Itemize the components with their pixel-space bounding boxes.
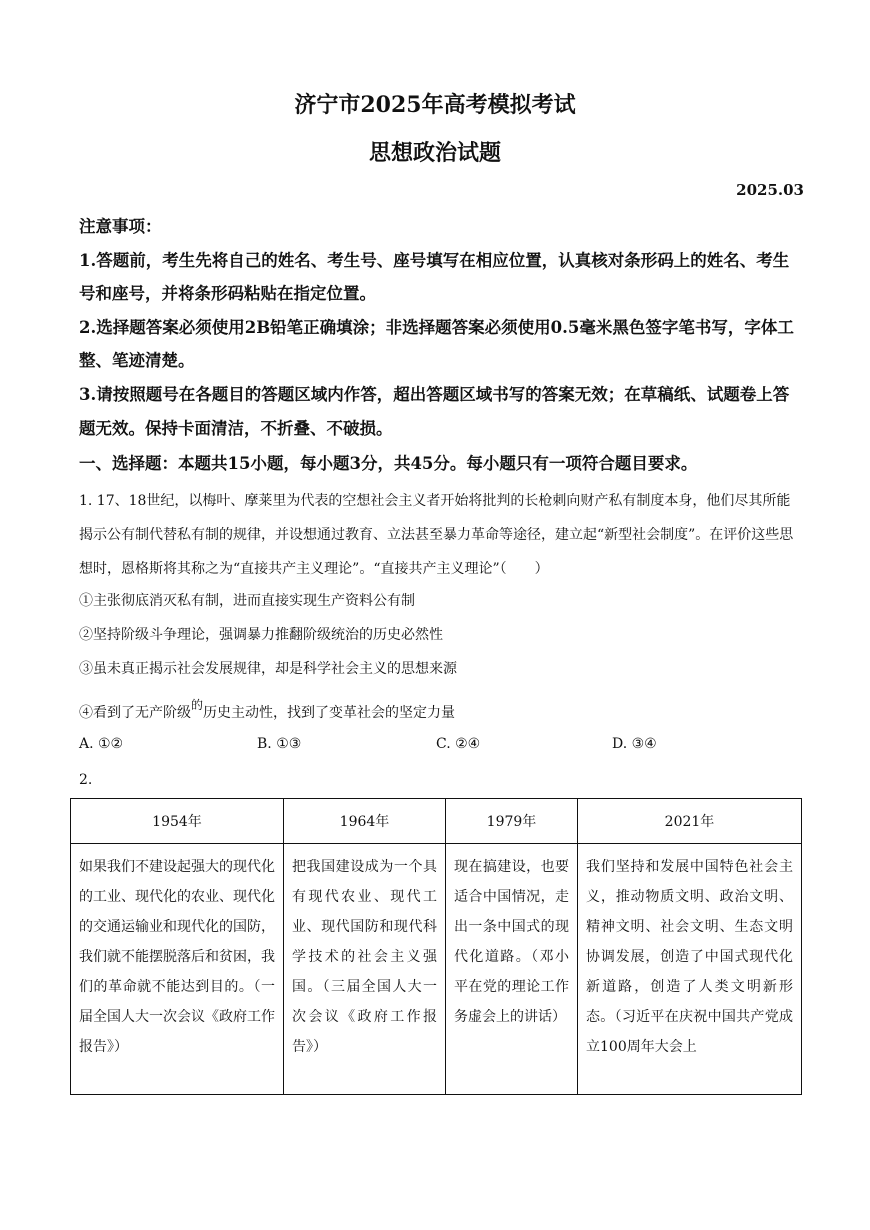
header-1954: 1954年 — [71, 799, 284, 844]
notes-block — [79, 210, 801, 445]
table-row — [71, 844, 802, 1095]
choice-c[interactable]: C. ②④ — [436, 736, 481, 752]
cell-1979: 现在搞建设，也要适合中国情况，走出一条中国式的现代化道路。（邓小平在党的理论工作务虚会上的讲话） — [446, 844, 578, 1095]
exam-title: 济宁市2025年高考模拟考试 — [294, 92, 576, 118]
notes-item-1: 1.答题前，考生先将自己的姓名、考生号、座号填写在相应位置，认真核对条形码上的姓名、考生号和座号，并将条形码粘贴在指定位置。 — [79, 250, 790, 304]
header-1979: 1979年 — [446, 799, 578, 844]
header-2021: 2021年 — [578, 799, 802, 844]
cell-1964: 把我国建设成为一个具有现代农业、现代工业、现代国防和现代科学技术的社会主义强国。（三届全国人大一次会议《政府工作报告》） — [284, 844, 446, 1095]
choice-b[interactable]: B. ①③ — [257, 736, 302, 752]
option-4-text-a: ④看到了无产阶级 — [79, 705, 191, 721]
choice-d[interactable]: D. ③④ — [612, 736, 657, 752]
cell-2021: 我们坚持和发展中国特色社会主义，推动物质文明、政治文明、精神文明、社会文明、生态文明协调发展，创造了中国式现代化新道路，创造了人类文明新形态。（习近平在庆祝中国共产党成立100周年大会上 — [578, 844, 802, 1095]
cell-1954: 如果我们不建设起强大的现代化的工业、现代化的农业、现代化的交通运输业和现代化的国防，我们就不能摆脱落后和贫困，我们的革命就不能达到目的。（一届全国人大一次会议《政府工作报告》） — [71, 844, 284, 1095]
table-header-row — [71, 799, 802, 844]
notes-item-3: 3.请按照题号在各题目的答题区域内作答，超出答题区域书写的答案无效；在草稿纸、试题卷上答题无效。保持卡面清洁，不折叠、不破损。 — [79, 384, 790, 438]
notes-heading: 注意事项： — [79, 217, 162, 236]
choice-a[interactable]: A. ①② — [79, 736, 124, 752]
exam-date: 2025.03 — [736, 181, 804, 199]
question-1-option-1: ①主张彻底消灭私有制，进而直接实现生产资料公有制 — [79, 593, 415, 609]
question-1-option-3: ③虽未真正揭示社会发展规律，却是科学社会主义的思想来源 — [79, 661, 457, 677]
notes-item-2: 2.选择题答案必须使用2B铅笔正确填涂；非选择题答案必须使用0.5毫米黑色签字笔书写，字体工整、笔迹清楚。 — [79, 317, 794, 371]
option-4-superscript: 的 — [191, 698, 204, 712]
section-heading: 一、选择题：本题共15小题，每小题3分，共45分。每小题只有一项符合题目要求。 — [79, 454, 698, 473]
option-4-text-b: 历史主动性，找到了变革社会的坚定力量 — [203, 705, 456, 721]
question-1-option-4 — [79, 698, 456, 722]
exam-subject-title: 思想政治试题 — [368, 140, 501, 166]
header-1964: 1964年 — [284, 799, 446, 844]
question-1-text: 1. 17、18世纪，以梅叶、摩莱里为代表的空想社会主义者开始将批判的长枪刺向财产私有制度本身，他们尽其所能揭示公有制代替私有制的规律，并设想通过教育、立法甚至暴力革命等途径，建立起“新型社会制度”。在评价这些思想时，恩格斯将其称之为“直接共产主义理论”。“直接共产主义理论”（ ） — [79, 493, 794, 577]
question-1-stem — [79, 484, 801, 586]
history-table — [70, 798, 802, 1095]
question-1-choices — [79, 736, 801, 758]
question-1-option-2: ②坚持阶级斗争理论，强调暴力推翻阶级统治的历史必然性 — [79, 627, 443, 643]
question-2-number: 2. — [79, 772, 93, 788]
